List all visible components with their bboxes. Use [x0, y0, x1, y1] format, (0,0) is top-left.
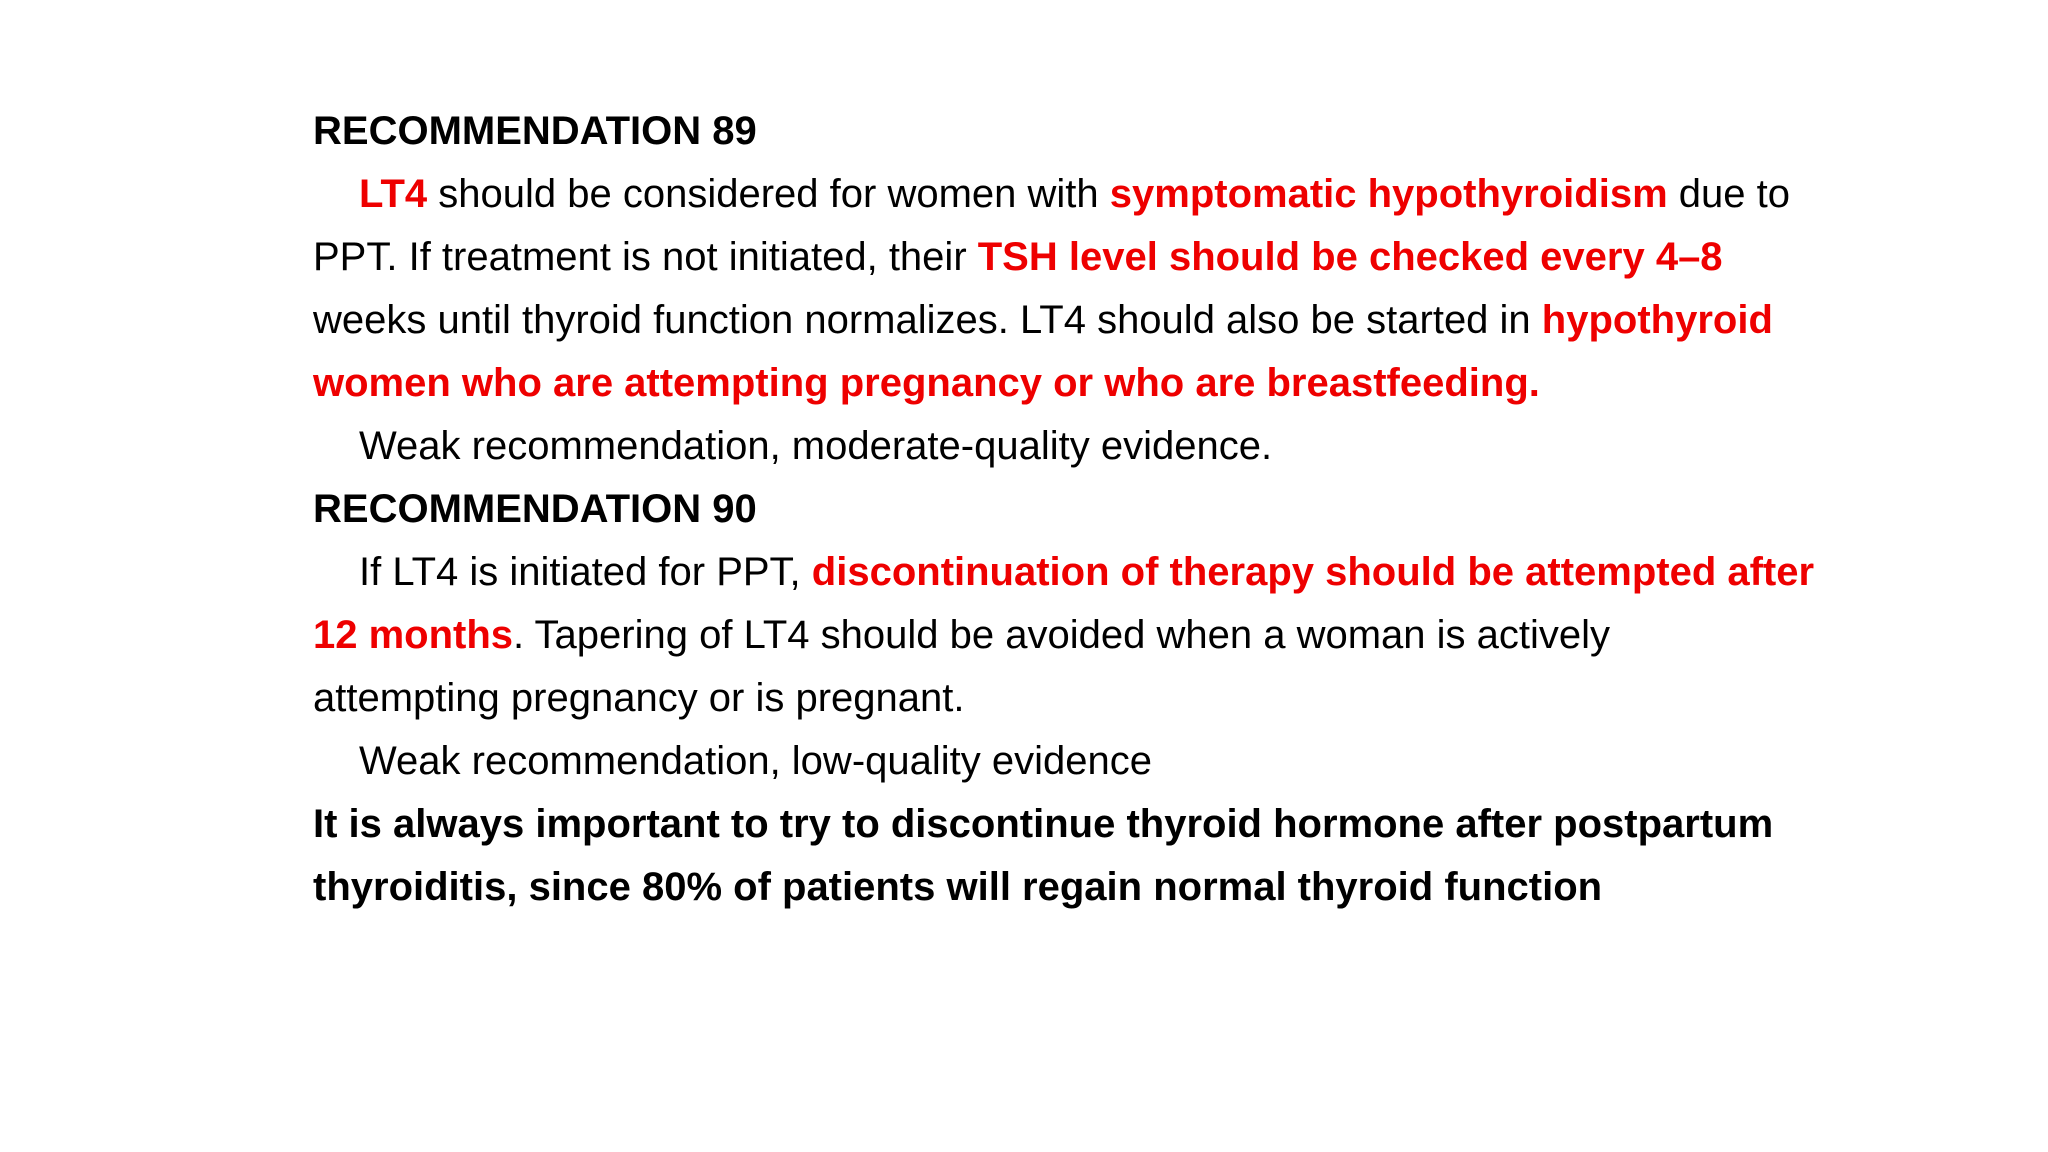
- emphasis-text: women who are attempting pregnancy or who are breastfeeding.: [313, 361, 1540, 405]
- rec90-line-1: [313, 541, 1833, 604]
- rec90-line-2: [313, 604, 1833, 667]
- rec89-line-4: [313, 352, 1833, 415]
- body-text: PPT. If treatment is not initiated, their: [313, 235, 978, 279]
- rec89-line-2: [313, 226, 1833, 289]
- emphasis-text: TSH level should be checked every 4–8: [977, 235, 1723, 279]
- body-text: attempting pregnancy or is pregnant.: [313, 676, 965, 720]
- emphasis-text: 12 months: [313, 613, 514, 657]
- rec89-line-1: [313, 163, 1833, 226]
- emphasis-text: symptomatic hypothyroidism: [1109, 172, 1668, 216]
- emphasis-text: discontinuation of therapy should be attempted after: [811, 550, 1815, 594]
- body-text: If LT4 is initiated for PPT,: [359, 550, 812, 594]
- emphasis-text: hypothyroid: [1541, 298, 1773, 342]
- rec89-strength: Weak recommendation, moderate-quality evidence.: [359, 424, 1273, 468]
- body-text: weeks until thyroid function normalizes. LT4 should also be started in: [313, 298, 1542, 342]
- body-text: . Tapering of LT4 should be avoided when a woman is actively: [513, 613, 1610, 657]
- emphasis-text: LT4: [359, 172, 428, 216]
- body-text: should be considered for women with: [427, 172, 1110, 216]
- body-text: due to: [1667, 172, 1790, 216]
- slide-content: [313, 100, 1833, 919]
- rec89-line-3: [313, 289, 1833, 352]
- recommendation-90-heading: RECOMMENDATION 90: [313, 487, 757, 531]
- closing-note-line-1: It is always important to try to discontinue thyroid hormone after postpartum: [313, 802, 1774, 846]
- rec90-line-3: [313, 667, 1833, 730]
- rec90-strength: Weak recommendation, low-quality evidence: [359, 739, 1152, 783]
- closing-note-line-2: thyroiditis, since 80% of patients will regain normal thyroid function: [313, 865, 1603, 909]
- recommendation-89-heading: RECOMMENDATION 89: [313, 109, 757, 153]
